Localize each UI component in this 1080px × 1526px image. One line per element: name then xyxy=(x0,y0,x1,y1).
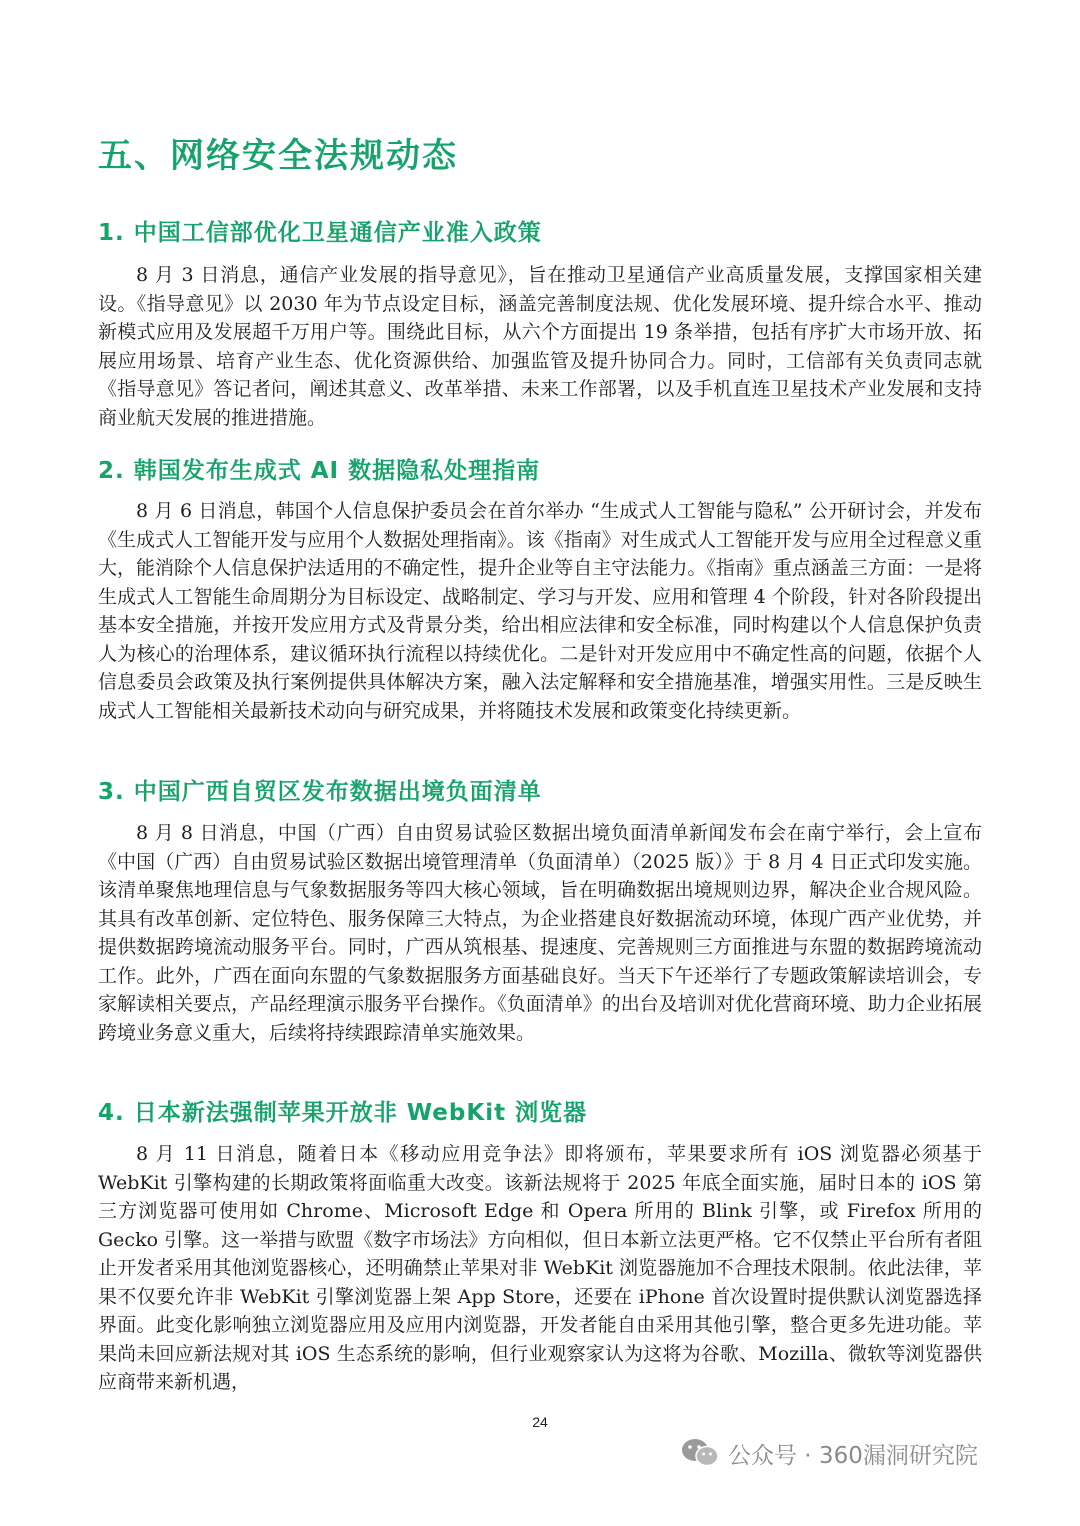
item-1-body: 8 月 3 日消息，通信产业发展的指导意见》，旨在推动卫星通信产业高质量发展，支撑国家相关建设。《指导意见》以 2030 年为节点设定目标，涵盖完善制度法规、优化发展环境、提升综合水平、推动新模式应用及发展超千万用户等。围绕此目标，从六个方面提出 19 条举措，包括有序扩大市场开放、拓展应用场景、培育产业生态、优化资源供给、加强监管及提升协同合力。同时，工信部有关负责同志就《指导意见》答记者问，阐述其意义、改革举措、未来工作部署，以及手机直连卫星技术产业发展和支持商业航天发展的推进措施。 xyxy=(98,264,982,429)
item-2-body: 8 月 6 日消息，韩国个人信息保护委员会在首尔举办 “生成式人工智能与隐私” 公开研讨会，并发布《生成式人工智能开发与应用个人数据处理指南》。该《指南》对生成式人工智能开发与应用全过程意义重大，能消除个人信息保护法适用的不确定性，提升企业等自主守法能力。《指南》重点涵盖三方面：一是将生成式人工智能生命周期分为目标设定、战略制定、学习与开发、应用和管理 4 个阶段，针对各阶段提出基本安全措施，并按开发应用方式及背景分类，给出相应法律和安全标准，同时构建以个人信息保护负责人为核心的治理体系，建议循环执行流程以持续优化。二是针对开发应用中不确定性高的问题，依据个人信息委员会政策及执行案例提供具体解决方案，融入法定解释和安全措施基准，增强实用性。三是反映生成式人工智能相关最新技术动向与研究成果，并将随技术发展和政策变化持续更新。 xyxy=(98,500,982,722)
item-1-heading: 1. 中国工信部优化卫星通信产业准入政策 xyxy=(98,220,542,246)
wechat-icon xyxy=(680,1436,720,1470)
item-3-body: 8 月 8 日消息，中国（广西）自由贸易试验区数据出境负面清单新闻发布会在南宁举行，会上宣布《中国（广西）自由贸易试验区数据出境管理清单（负面清单）（2025 版）》于 8 月 4 日正式印发实施。该清单聚焦地理信息与气象数据服务等四大核心领域，旨在明确数据出境规则边界，解决企业合规风险。其具有改革创新、定位特色、服务保障三大特点，为企业搭建良好数据流动环境，体现广西产业优势，并提供数据跨境流动服务平台。同时，广西从筑根基、提速度、完善规则三方面推进与东盟的数据跨境流动工作。此外，广西在面向东盟的气象数据服务方面基础良好。当天下午还举行了专题政策解读培训会，专家解读相关要点，产品经理演示服务平台操作。《负面清单》的出台及培训对优化营商环境、助力企业拓展跨境业务意义重大，后续将持续跟踪清单实施效果。 xyxy=(98,822,982,1044)
section-title: 五、网络安全法规动态 xyxy=(98,136,458,176)
page-number: 24 xyxy=(532,1414,548,1430)
item-3-heading: 3. 中国广西自贸区发布数据出境负面清单 xyxy=(98,779,542,805)
watermark-text: 公众号 · 360漏洞研究院 xyxy=(728,1442,978,1469)
item-4-body: 8 月 11 日消息，随着日本《移动应用竞争法》即将颁布，苹果要求所有 iOS 浏览器必须基于 WebKit 引擎构建的长期政策将面临重大改变。该新法规将于 2025 年底全面实施，届时日本的 iOS 第三方浏览器可使用如 Chrome、Microsoft Edge 和 Opera 所用的 Blink 引擎，或 Firefox 所用的 Gecko 引擎。这一举措与欧盟《数字市场法》方向相似，但日本新立法更严格。它不仅禁止平台所有者阻止开发者采用其他浏览器核心，还明确禁止苹果对非 WebKit 浏览器施加不合理技术限制。依此法律，苹果不仅要允许非 WebKit 引擎浏览器上架 App Store，还要在 iPhone 首次设置时提供默认浏览器选择界面。此变化影响独立浏览器应用及应用内浏览器，开发者能自由采用其他引擎，整合更多先进功能。苹果尚未回应新法规对其 iOS 生态系统的影响，但行业观察家认为这将为谷歌、Mozilla、微软等浏览器供应商带来新机遇， xyxy=(98,1143,982,1393)
item-2-heading: 2. 韩国发布生成式 AI 数据隐私处理指南 xyxy=(98,458,541,484)
watermark xyxy=(680,1433,978,1473)
item-4-heading: 4. 日本新法强制苹果开放非 WebKit 浏览器 xyxy=(98,1100,588,1126)
